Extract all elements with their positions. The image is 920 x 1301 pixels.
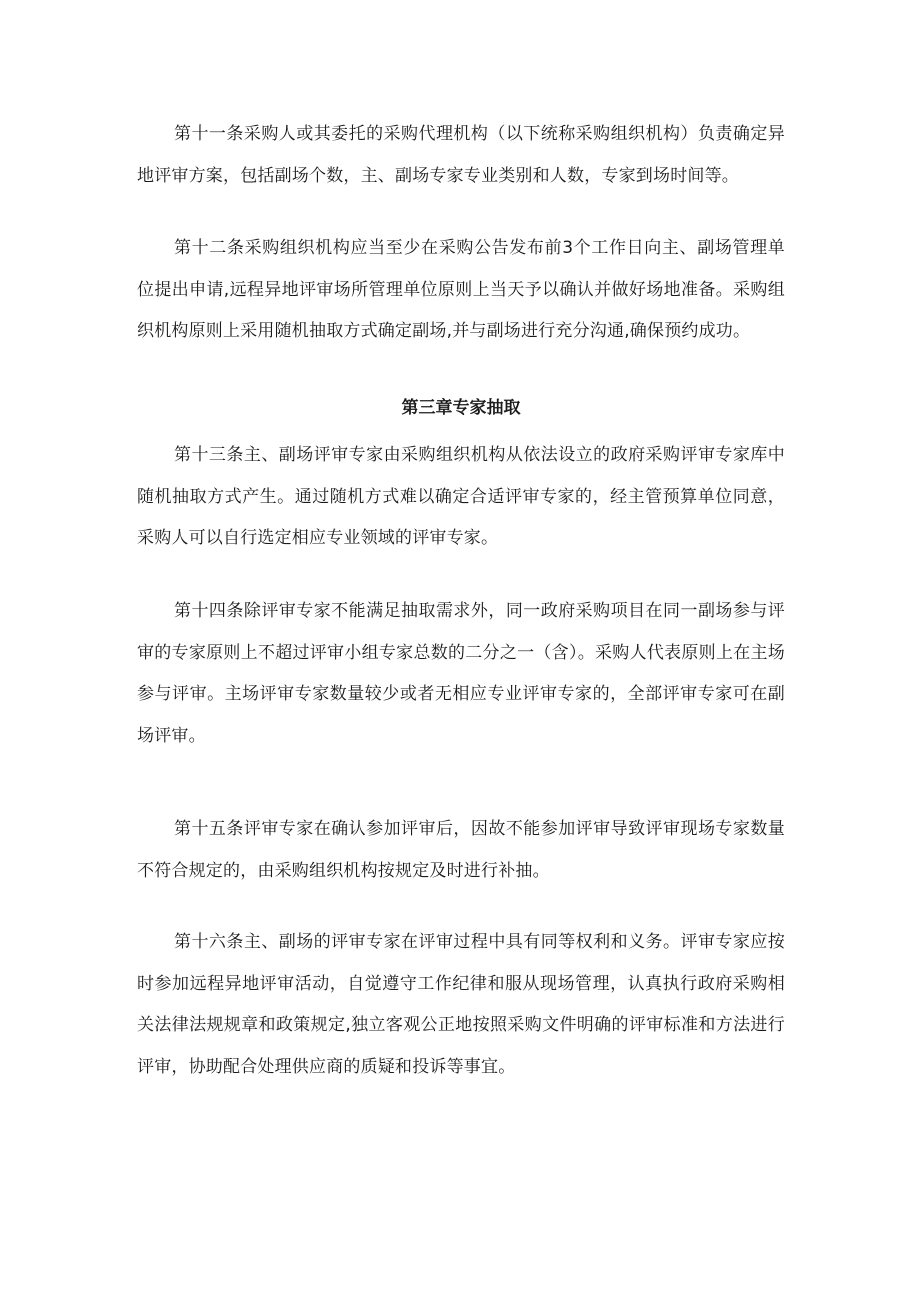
chapter-3-heading: 第三章专家抽取 (401, 398, 521, 418)
article-12-paragraph: 第十二条采购组织机构应当至少在采购公告发布前3个工作日向主、副场管理单位提出申请,远程异地评审场所管理单位原则上当天予以确认并做好场地准备。采购组织机构原则上采用随机抽取方式确定副场,并与副场进行充分沟通,确保预约成功。 (137, 238, 785, 341)
article-13-paragraph: 第十三条主、副场评审专家由采购组织机构从依法设立的政府采购评审专家库中随机抽取方式产生。通过随机方式难以确定合适评审专家的，经主管预算单位同意，采购人可以自行选定相应专业领域的评审专家。 (137, 445, 785, 548)
article-11-paragraph: 第十一条采购人或其委托的采购代理机构（以下统称采购组织机构）负责确定异地评审方案，包括副场个数，主、副场专家专业类别和人数，专家到场时间等。 (137, 124, 785, 186)
article-16-paragraph: 第十六条主、副场的评审专家在评审过程中具有同等权利和义务。评审专家应按时参加远程异地评审活动，自觉遵守工作纪律和服从现场管理，认真执行政府采购相关法律法规规章和政策规定,独立客观公正地按照采购文件明确的评审标准和方法进行评审，协助配合处理供应商的质疑和投诉等事宜。 (137, 932, 785, 1077)
article-15-paragraph: 第十五条评审专家在确认参加评审后，因故不能参加评审导致评审现场专家数量不符合规定的，由采购组织机构按规定及时进行补抽。 (137, 819, 785, 881)
article-14-paragraph: 第十四条除评审专家不能满足抽取需求外，同一政府采购项目在同一副场参与评审的专家原则上不超过评审小组专家总数的二分之一（含）。采购人代表原则上在主场参与评审。主场评审专家数量较少或者无相应专业评审专家的，全部评审专家可在副场评审。 (137, 601, 785, 746)
